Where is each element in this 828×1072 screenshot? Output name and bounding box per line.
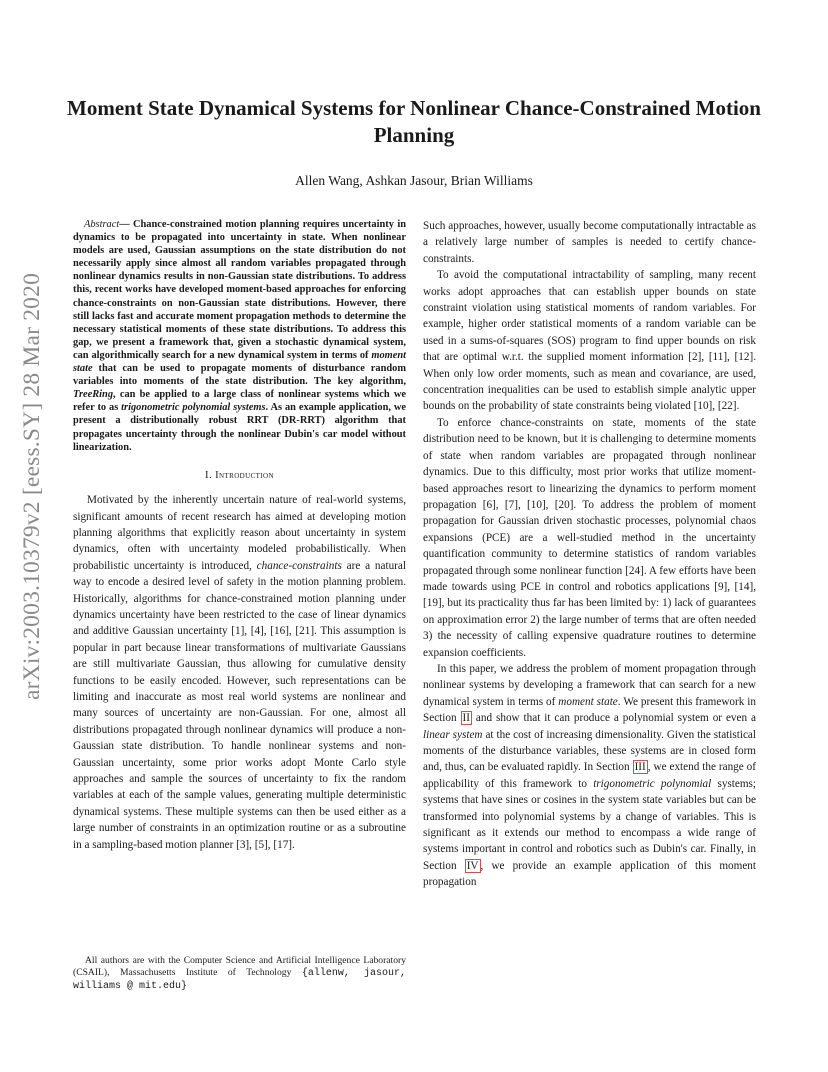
body-paragraph-propagation: To enforce chance-constraints on state, moments of the state distribution need to be known, but it is challenging to determine moments of state when random variables are propagated through nonlinear dynamics. Due to this difficulty, most prior works that utilize moment-based approaches resort to linearizing the dynamics to perform moment propagation [6], [7], [10], [20]. To address the problem of moment propagation for Gaussian driven stochastic processes, polynomial chaos expansions (PCE) are a well-studied method in the uncertainty quantification community to determine statistics of random variables propagated through some nonlinear function [24]. A few efforts have been made towards using PCE in control and robotics applications [9], [14], [19], but its practicality thus far has been limited by: 1) lack of guarantees on approximation error 2) the large number of terms that are often needed 3) the necessity of calling expensive quadrature routines to determine expansion coefficients. (423, 416, 756, 659)
paper-title: Moment State Dynamical Systems for Nonlinear Chance-Constrained Motion Planning (67, 96, 761, 147)
contribution-emphasis-trig-polynomial: trigonometric polynomial (593, 777, 712, 790)
arxiv-stamp: arXiv:2003.10379v2 [eess.SY] 28 Mar 2020 (19, 272, 45, 700)
left-column (73, 218, 406, 853)
contribution-emphasis-moment-state: moment state (558, 695, 618, 708)
abstract-emphasis-treering: TreeRing (73, 389, 114, 401)
abstract (73, 218, 406, 454)
footnote-emails: {allenw, jasour, williams @ mit.edu} (73, 968, 406, 992)
contribution-text-5: , we extend the range of applicability of this framework to (423, 761, 756, 790)
intro-emphasis-chance-constraints: chance-constraints (256, 559, 342, 572)
body-paragraph-moments: To avoid the computational intractability of sampling, many recent works adopt approaches that can establish upper bounds on state constraint violation using statistical moments of random variables. For example, higher order statistical moments of a random variable can be used in a sums-of-squares (SOS) program to find upper bounds on risk that are optimal w.r.t. the supplied moment information [2], [11], [12]. When only low order moments, such as mean and covariance, are used, concentration inequalities can be used to establish simple analytic upper bounds on the probability of state constraints being violated [10], [22]. (423, 269, 756, 413)
intro-text-1: Motivated by the inherently uncertain nature of real-world systems, significant amounts of recent research has aimed at developing motion planning algorithms that explicitly reason about uncertainty in system dynamics, often with uncertainty modeled probabilistically. When probabilistic uncertainty is introduced, (73, 494, 406, 572)
author-list: Allen Wang, Ashkan Jasour, Brian Williams (295, 173, 533, 188)
section-ref-link-2[interactable]: II (462, 712, 470, 725)
abstract-emphasis-moment-state: moment state (73, 349, 406, 375)
intro-text-2: are a natural way to encode a desired level of safety in the motion planning problem. Historically, algorithms for chance-constrained motion planning under dynamics uncertainty have been restricted to the case of linear dynamics and additive Gaussian uncertainty [1], [4], [16], [21]. This assumption is popular in part because linear transformations of multivariate Gaussians are still multivariate Gaussian, thus allowing for cumulative density functions to be easily encoded. However, such representations can be limiting and inaccurate as most real world systems are nonlinear and many sources of uncertainty are non-Gaussian. For one, almost all distributions propagated through nonlinear dynamics will produce a non-Gaussian state distribution. To handle nonlinear systems and non-Gaussian uncertainty, some prior works adopt Monte Carlo style approaches and sample the sources of uncertainty to fix the random variables at each of the sample values, generating multiple deterministic dynamical systems. These multiple systems can then be used either as a large number of constraints in an optimization routine or as a subroutine in a sampling-based motion planner [3], [5], [17]. (73, 559, 406, 851)
contribution-text-3: and show that it can produce a polynomial system or even a (471, 712, 756, 725)
section-ref-link-4[interactable]: IV (466, 859, 479, 872)
abstract-text-1: Chance-constrained motion planning requires uncertainty in dynamics to be propagated into uncertainty in state. When nonlinear models are used, Gaussian assumptions on the state distribution do not necessarily apply since almost all random variables propagated through nonlinear dynamics results in non-Gaussian state distributions. To address this, recent works have developed moment-based approaches for enforcing chance-constraints on non-Gaussian state distributions. However, there still lacks fast and accurate moment propagation methods to determine the necessary statistical moments of these state distributions. To address this gap, we present a framework that, given a stochastic dynamical system, can algorithmically search for a new dynamical system in terms of (73, 219, 406, 361)
author-footnote (73, 955, 406, 993)
abstract-text-2: that can be used to propagate moments of disturbance random variables into moments of the state distribution. The key algorithm, (73, 363, 406, 388)
abstract-text-4: . As an example application, we present a distributionally robust RRT (DR-RRT) algorithm that propagates uncertainty through the nonlinear Dubin's car model without linearization. (73, 402, 406, 453)
section-heading-introduction: I. Introduction (205, 469, 274, 481)
section-ref-link-3[interactable]: III (634, 761, 646, 774)
abstract-emphasis-trig-systems: trigonometric polynomial systems (121, 402, 266, 414)
contribution-text-2: . We present this framework in Section (423, 695, 756, 725)
body-paragraph-continuation: Such approaches, however, usually become computationally intractable as a relatively large number of samples is needed to certify chance-constraints. (423, 220, 756, 265)
abstract-dash: — (119, 219, 134, 230)
intro-paragraph-1 (73, 492, 406, 853)
abstract-label: Abstract (84, 219, 120, 230)
contribution-text-4: at the cost of increasing dimensionality. Given the statistical moments of the disturbance variables, these systems are in closed form and, thus, can be evaluated rapidly. In Section (423, 728, 756, 774)
contribution-text-7: , we provide an example application of this moment propagation (423, 859, 756, 889)
footnote-text: All authors are with the Computer Science and Artificial Intelligence Laboratory (CSAIL), Massachusetts Institute of Technology (73, 955, 406, 978)
right-column (423, 218, 756, 891)
contribution-text-6: systems; systems that have sines or cosines in the system state variables but can be transformed into polynomial systems by a change of variables. This is significant as it extends our method to encompass a wide range of systems important in control and robotics such as Dubin's car. Finally, in Section (423, 777, 757, 872)
body-paragraph-contribution (423, 661, 756, 891)
abstract-text-3: , can be applied to a large class of nonlinear systems which we refer to as (73, 389, 406, 414)
contribution-emphasis-linear-system: linear system (423, 728, 483, 741)
contribution-text-1: In this paper, we address the problem of moment propagation through nonlinear systems by developing a framework that can search for a new dynamical system in terms of (423, 662, 756, 708)
